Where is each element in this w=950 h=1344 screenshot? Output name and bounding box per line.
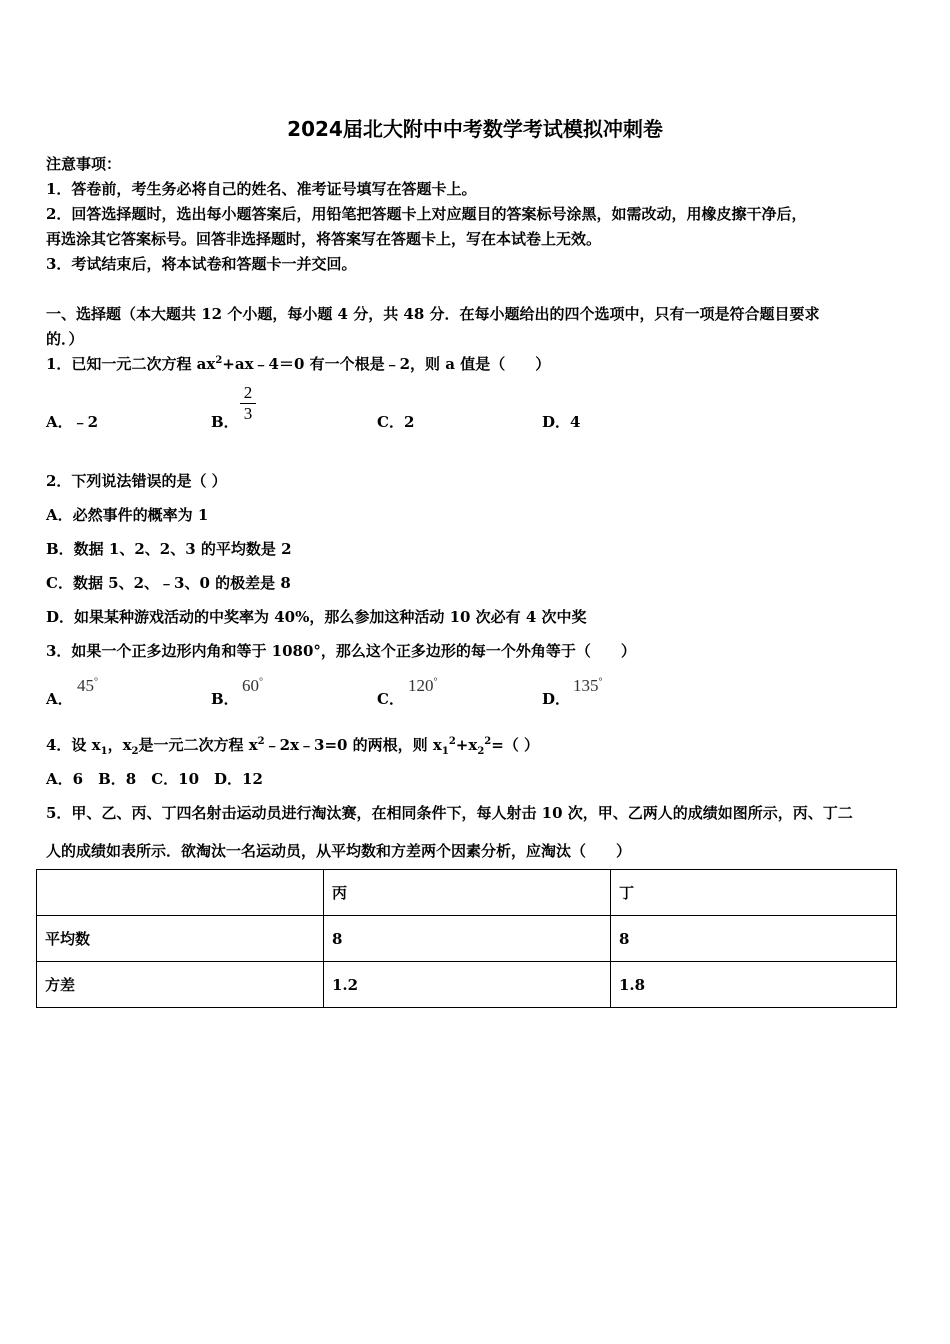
question-3-option-a-value: 45° bbox=[77, 676, 98, 695]
notice-item-2: 2．回答选择题时，选出每小题答案后，用铅笔把答题卡上对应题目的答案标号涂黑，如需改动，用橡皮擦干净后， bbox=[46, 205, 807, 223]
table-row bbox=[37, 962, 897, 1008]
question-1-option-a: A．﹣2 bbox=[46, 413, 99, 431]
question-3-stem: 3．如果一个正多边形内角和等于 1080°，那么这个正多边形的每一个外角等于（ ） bbox=[46, 642, 636, 660]
notice-item-2-cont: 再选涂其它答案标号。回答非选择题时，将答案写在答题卡上，写在本试卷上无效。 bbox=[46, 230, 602, 248]
question-1-option-d: D．4 bbox=[542, 413, 581, 431]
table-cell: 8 bbox=[324, 916, 611, 962]
table-cell: 方差 bbox=[37, 962, 324, 1008]
question-3-option-d-label: D． bbox=[542, 690, 571, 708]
question-2-option-c: C．数据 5、2、﹣3、0 的极差是 8 bbox=[46, 574, 291, 592]
table-cell: 1.2 bbox=[324, 962, 611, 1008]
table-cell: 1.8 bbox=[611, 962, 897, 1008]
section-heading-cont: 的．） bbox=[46, 330, 84, 348]
question-2-stem: 2．下列说法错误的是（ ） bbox=[46, 472, 227, 490]
page-title: 2024届北大附中中考数学考试模拟冲刺卷 bbox=[287, 117, 663, 141]
question-3-option-b-label: B． bbox=[211, 690, 239, 708]
notice-heading: 注意事项： bbox=[46, 155, 122, 173]
question-1-option-c: C．2 bbox=[377, 413, 415, 431]
fraction-numerator: 2 bbox=[243, 383, 253, 402]
question-2-option-b: B．数据 1、2、2、3 的平均数是 2 bbox=[46, 540, 292, 558]
question-3-option-c-label: C． bbox=[377, 690, 404, 708]
table-header-row bbox=[37, 870, 897, 916]
question-4-options: A．6 B．8 C．10 D．12 bbox=[46, 770, 263, 788]
notice-item-3: 3．考试结束后，将本试卷和答题卡一并交回。 bbox=[46, 255, 357, 273]
question-3-option-b-value: 60° bbox=[242, 676, 263, 695]
question-2-option-a: A．必然事件的概率为 1 bbox=[46, 506, 209, 524]
question-2-option-d: D．如果某种游戏活动的中奖率为 40%，那么参加这种活动 10 次必有 4 次中奖 bbox=[46, 608, 587, 626]
table-row bbox=[37, 916, 897, 962]
question-1-option-b: B． bbox=[211, 413, 239, 431]
question-5-stem: 5．甲、乙、丙、丁四名射击运动员进行淘汰赛，在相同条件下，每人射击 10 次，甲、乙两人的成绩如图所示，丙、丁二 bbox=[46, 804, 853, 822]
question-3-option-d-value: 135° bbox=[573, 676, 603, 695]
table-header-cell: 丙 bbox=[324, 870, 611, 916]
notice-item-1: 1．答卷前，考生务必将自己的姓名、准考证号填写在答题卡上。 bbox=[46, 180, 477, 198]
table-header-cell bbox=[37, 870, 324, 916]
question-4-stem: 4．设 $x_1$，$x_2$是一元二次方程 $x^2﹣2x﹣3=0$ 的两根，则 $x_1^2+x_2^2=$（ ） bbox=[46, 736, 540, 757]
question-1-option-b-fraction bbox=[240, 384, 256, 423]
question-1-stem: 1．已知一元二次方程 $ax^2+ax﹣4=0$ 有一个根是﹣2，则 a 值是（ ） bbox=[46, 355, 551, 373]
score-table bbox=[36, 869, 897, 1008]
question-3-option-a-label: A． bbox=[46, 690, 73, 708]
section-heading: 一、选择题（本大题共 12 个小题，每小题 4 分，共 48 分．在每小题给出的四个选项中，只有一项是符合题目要求 bbox=[46, 305, 820, 323]
fraction-denominator: 3 bbox=[243, 404, 253, 423]
question-5-stem-cont: 人的成绩如表所示．欲淘汰一名运动员，从平均数和方差两个因素分析，应淘汰（ ） bbox=[46, 842, 632, 860]
table-header-cell: 丁 bbox=[611, 870, 897, 916]
table-cell: 8 bbox=[611, 916, 897, 962]
table-cell: 平均数 bbox=[37, 916, 324, 962]
question-3-option-c-value: 120° bbox=[408, 676, 438, 695]
